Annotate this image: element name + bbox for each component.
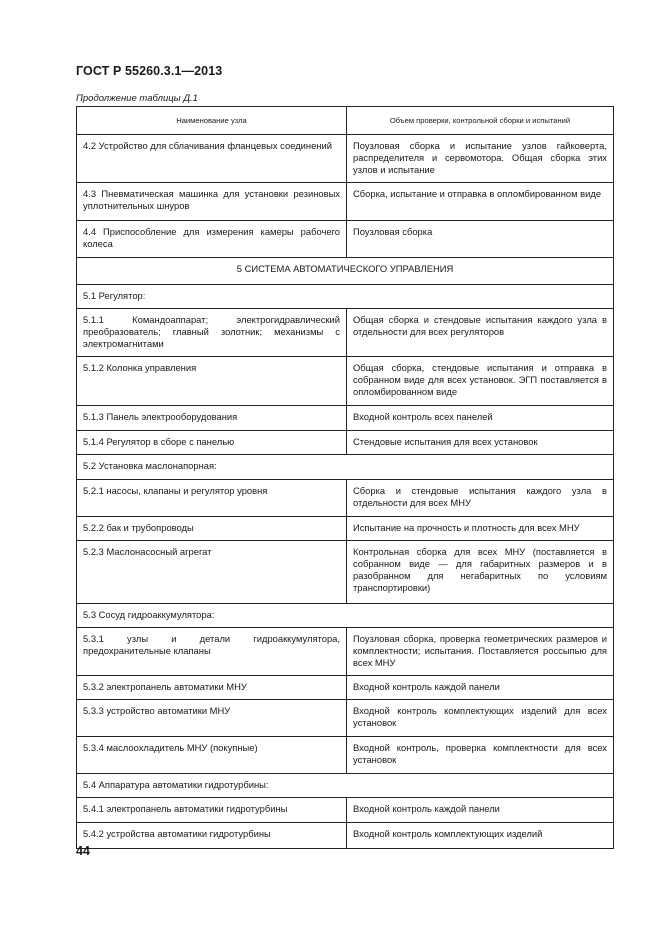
unit-name-cell: 5.1.1 Командоаппарат; электрогидравлический преобразователь; главный золотник; механизмы с электромагнитами [77,309,347,357]
table-row [77,309,614,357]
table-row [77,431,614,455]
unit-name-cell: 5.3.2 электропанель автоматики МНУ [77,676,347,700]
table-row [77,357,614,406]
inspection-scope-cell: Поузловая сборка, проверка геометрических размеров и комплектности; испытания. Поставляется россыпью для всех МНУ [347,628,614,676]
table-row [77,798,614,823]
inspection-scope-cell: Общая сборка, стендовые испытания и отправка в собранном виде для всех установок. ЭГП поставляется в опломбированном виде [347,357,614,406]
column-header-unit-name: Наименование узла [77,107,347,135]
unit-name-cell: 5.1.2 Колонка управления [77,357,347,406]
group-row [77,285,614,309]
group-row [77,455,614,480]
table-row [77,517,614,541]
inspection-scope-cell: Поузловая сборка [347,221,614,258]
inspection-scope-cell: Входной контроль каждой панели [347,676,614,700]
inspection-scope-cell: Контрольная сборка для всех МНУ (поставляется в собранном виде — для габаритных размеров и в разобранном для негабаритных по условиям транспортировки) [347,541,614,604]
unit-name-cell: 4.3 Пневматическая машинка для установки резиновых уплотнительных шнуров [77,183,347,221]
section-row [77,258,614,285]
unit-name-cell: 5.4.2 устройства автоматики гидротурбины [77,823,347,849]
group-row [77,604,614,628]
table-row [77,737,614,774]
group-row [77,774,614,798]
inspection-scope-cell: Стендовые испытания для всех установок [347,431,614,455]
table-row [77,700,614,737]
inspection-scope-cell: Входной контроль всех панелей [347,406,614,431]
unit-name-cell: 5.2.3 Маслонасосный агрегат [77,541,347,604]
group-heading: 5.1 Регулятор: [77,285,614,309]
inspection-scope-cell: Входной контроль комплектующих изделий для всех установок [347,700,614,737]
inspection-scope-cell: Испытание на прочность и плотность для всех МНУ [347,517,614,541]
inspection-scope-cell: Входной контроль, проверка комплектности для всех установок [347,737,614,774]
table-row [77,541,614,604]
inspection-scope-cell: Сборка, испытание и отправка в опломбированном виде [347,183,614,221]
table-caption: Продолжение таблицы Д.1 [76,93,198,104]
unit-name-cell: 5.3.4 маслоохладитель МНУ (покупные) [77,737,347,774]
table-row [77,183,614,221]
inspection-scope-cell: Общая сборка и стендовые испытания каждого узла в отдельности для всех регуляторов [347,309,614,357]
unit-name-cell: 5.3.1 узлы и детали гидроаккумулятора, предохранительные клапаны [77,628,347,676]
inspection-scope-cell: Входной контроль каждой панели [347,798,614,823]
inspection-scope-cell: Входной контроль комплектующих изделий [347,823,614,849]
table-header-row [77,107,614,135]
unit-name-cell: 5.4.1 электропанель автоматики гидротурбины [77,798,347,823]
inspection-scope-cell: Сборка и стендовые испытания каждого узла в отдельности для всех МНУ [347,480,614,517]
group-heading: 5.2 Установка маслонапорная: [77,455,614,480]
table-row [77,221,614,258]
unit-name-cell: 5.1.3 Панель электрооборудования [77,406,347,431]
page-number: 44 [76,844,90,858]
unit-name-cell: 5.3.3 устройство автоматики МНУ [77,700,347,737]
unit-name-cell: 4.4 Приспособление для измерения камеры рабочего колеса [77,221,347,258]
unit-name-cell: 5.2.1 насосы, клапаны и регулятор уровня [77,480,347,517]
inspection-scope-cell: Поузловая сборка и испытание узлов гайковерта, распределителя и сервомотора. Общая сборка этих узлов и испытание [347,135,614,183]
table-row [77,628,614,676]
table-row [77,406,614,431]
table-row [77,135,614,183]
unit-name-cell: 5.1.4 Регулятор в сборе с панелью [77,431,347,455]
table-row [77,823,614,849]
group-heading: 5.4 Аппаратура автоматики гидротурбины: [77,774,614,798]
table-row [77,480,614,517]
document-code: ГОСТ Р 55260.3.1—2013 [76,64,223,78]
table-row [77,676,614,700]
group-heading: 5.3 Сосуд гидроаккумулятора: [77,604,614,628]
unit-name-cell: 5.2.2 бак и трубопроводы [77,517,347,541]
section-heading: 5 СИСТЕМА АВТОМАТИЧЕСКОГО УПРАВЛЕНИЯ [77,258,614,285]
unit-name-cell: 4.2 Устройство для сблачивания фланцевых соединений [77,135,347,183]
column-header-inspection-scope: Объем проверки, контрольной сборки и испытаний [347,107,614,135]
inspection-table [76,106,614,849]
